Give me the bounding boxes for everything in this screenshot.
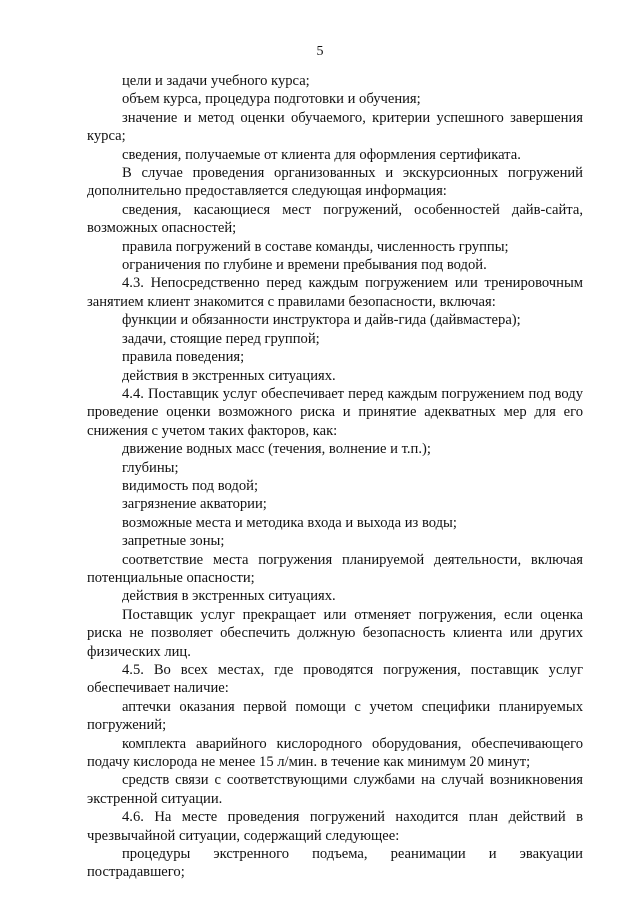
paragraph: видимость под водой;	[122, 477, 259, 494]
paragraph: правила погружений в составе команды, численность группы;	[122, 238, 509, 255]
paragraph: объем курса, процедура подготовки и обучения;	[122, 91, 421, 108]
paragraph: значение и метод оценки обучаемого, критерии успешного завершения курса;	[87, 109, 583, 145]
paragraph: движение водных масс (течения, волнение и т.п.);	[122, 441, 431, 458]
paragraph: В случае проведения организованных и экскурсионных погружений дополнительно предоставляется следующая информация:	[87, 165, 583, 200]
paragraph: Поставщик услуг прекращает или отменяет погружения, если оценка риска не позволяет обеспечить должную безопасность клиента или других физических лиц.	[87, 606, 583, 660]
paragraph: задачи, стоящие перед группой;	[122, 330, 320, 347]
paragraph: цели и задачи учебного курса;	[122, 73, 310, 89]
paragraph: аптечки оказания первой помощи с учетом специфики планируемых погружений;	[87, 698, 583, 734]
paragraph: сведения, получаемые от клиента для оформления сертификата.	[122, 146, 521, 163]
paragraph: возможные места и методика входа и выхода из воды;	[122, 514, 457, 531]
paragraph: действия в экстренных ситуациях.	[122, 588, 336, 605]
paragraph: глубины;	[122, 459, 179, 476]
paragraph: загрязнение акватории;	[122, 496, 267, 513]
paragraph: сведения, касающиеся мест погружений, особенностей дайв-сайта, возможных опасностей;	[87, 201, 583, 237]
section-paragraph: 4.6. На месте проведения погружений находится план действий в чрезвычайной ситуации, содержащий следующее:	[87, 809, 583, 844]
section-paragraph: 4.5. Во всех местах, где проводятся погружения, поставщик услуг обеспечивает наличие:	[87, 662, 583, 697]
paragraph: средств связи с соответствующими службами на случай возникновения экстренной ситуации.	[87, 772, 583, 807]
paragraph: действия в экстренных ситуациях.	[122, 367, 336, 384]
paragraph: запретные зоны;	[122, 533, 225, 550]
section-paragraph: 4.4. Поставщик услуг обеспечивает перед каждым погружением под воду проведение оценки возможного риска и принятие адекватных мер для его снижения с учетом таких факторов, как:	[87, 385, 583, 439]
document-body	[87, 72, 583, 882]
paragraph: соответствие места погружения планируемой деятельности, включая потенциальные опасности;	[87, 551, 583, 586]
paragraph: функции и обязанности инструктора и дайв-гида (дайвмастера);	[122, 312, 521, 329]
paragraph: процедуры экстренного подъема, реанимации и эвакуации пострадавшего;	[87, 846, 583, 881]
paragraph: комплекта аварийного кислородного оборудования, обеспечивающего подачу кислорода не менее 15 л/мин. в течение как минимум 20 минут;	[87, 735, 583, 771]
paragraph: правила поведения;	[122, 349, 245, 366]
page-number: 5	[316, 44, 324, 59]
section-paragraph: 4.3. Непосредственно перед каждым погружением или тренировочным занятием клиент знакомится с правилами безопасности, включая:	[87, 275, 583, 310]
paragraph: ограничения по глубине и времени пребывания под водой.	[122, 257, 487, 274]
